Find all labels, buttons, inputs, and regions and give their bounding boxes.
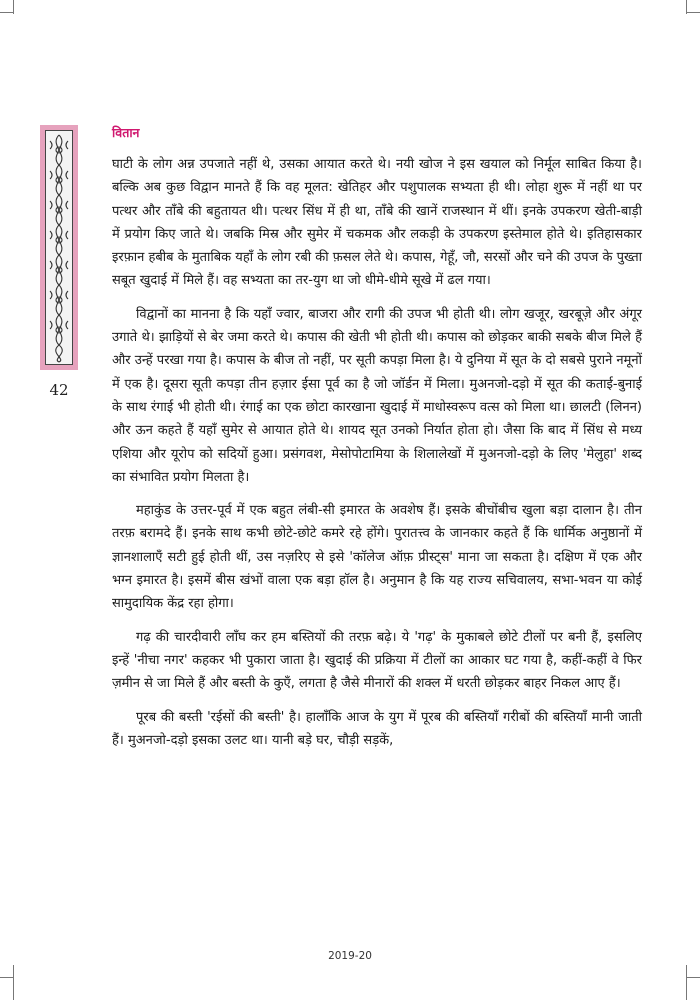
- footer-year: 2019-20: [328, 950, 372, 962]
- crop-mark: [686, 12, 700, 13]
- paragraph: महाकुंड के उत्तर-पूर्व में एक बहुत लंबी-सी इमारत के अवशेष हैं। इसके बीचोंबीच खुला बड़ा दालान है। तीन तरफ़ बरामदे हैं। इनके साथ कभी छोटे-छोटे कमरे रहे होंगे। पुरातत्त्व के जानकार कहते हैं कि धार्मिक अनुष्ठानों में ज्ञानशालाएँ सटी हुई होती थीं, उस नज़रिए से इसे 'कॉलेज ऑफ़ प्रीस्ट्स' माना जा सकता है। दक्षिण में एक और भग्न इमारत है। इसमें बीस खंभों वाला एक बड़ा हॉल है। अनुमान है कि यह राज्य सचिवालय, सभा-भवन या कोई सामुदायिक केंद्र रहा होगा।: [112, 503, 642, 612]
- crop-mark: [0, 977, 14, 978]
- crop-mark: [686, 965, 687, 1000]
- section-title: वितान: [112, 125, 140, 140]
- page-number: 42: [49, 381, 69, 399]
- margin-ornament-icon: [40, 125, 78, 370]
- paragraph: घाटी के लोग अन्न उपजाते नहीं थे, उसका आयात करते थे। नयी खोज ने इस खयाल को निर्मूल साबित किया है। बल्कि अब कुछ विद्वान मानते हैं कि वह मूलत: खेतिहर और पशुपालक सभ्यता ही थी। लोहा शुरू में नहीं था पर पत्थर और ताँबे की बहुतायत थी। पत्थर सिंध में ही था, ताँबे की खानें राजस्थान में थीं। इनके उपकरण खेती-बाड़ी में प्रयोग किए जाते थे। जबकि मिस्र और सुमेर में चकमक और लकड़ी के उपकरण इस्तेमाल होते थे। इतिहासकार इरफ़ान हबीब के मुताबिक यहाँ के लोग रबी की फ़सल लेते थे। कपास, गेहूँ, जौ, सरसों और चने की उपज के पुख्ता सबूत खुदाई में मिले हैं। वह सभ्यता का तर-युग था जो धीमे-धीमे सूखे में ढल गया।: [112, 157, 642, 289]
- crop-mark: [686, 0, 687, 14]
- crop-mark: [13, 965, 14, 1000]
- crop-mark: [13, 0, 14, 14]
- floral-pattern-icon: [46, 131, 72, 364]
- crop-mark: [0, 12, 14, 13]
- paragraph: गढ़ की चारदीवारी लाँघ कर हम बस्तियों की तरफ़ बढ़े। ये 'गढ़' के मुकाबले छोटे टीलों पर बनी हैं, इसलिए इन्हें 'नीचा नगर' कहकर भी पुकारा जाता है। खुदाई की प्रक्रिया में टीलों का आकार घट गया है, कहीं-कहीं वे फिर ज़मीन से जा मिले हैं और बस्ती के कुएँ, लगता है जैसे मीनारों की शक्ल में धरती छोड़कर बाहर निकल आए हैं।: [112, 629, 642, 692]
- paragraph: विद्वानों का मानना है कि यहाँ ज्वार, बाजरा और रागी की उपज भी होती थी। लोग खजूर, खरबूज़े और अंगूर उगाते थे। झाड़ियों से बेर जमा करते थे। कपास की खेती भी होती थी। कपास को छोड़कर बाकी सबके बीज मिले हैं और उन्हें परखा गया है। कपास के बीज तो नहीं, पर सूती कपड़ा मिला है। ये दुनिया में सूत के दो सबसे पुराने नमूनों में एक है। दूसरा सूती कपड़ा तीन हज़ार ईसा पूर्व का है जो जॉर्डन में मिला। मुअनजो-दड़ो में सूत की कताई-बुनाई के साथ रंगाई भी होती थी। रंगाई का एक छोटा कारखाना खुदाई में माधोस्वरूप वत्स को मिला था। छालटी (लिनन) और ऊन कहते हैं यहाँ सुमेर से आयात होते थे। शायद सूत उनको निर्यात होता हो। जैसा कि बाद में सिंध से मध्य एशिया और यूरोप को सदियों हुआ। प्रसंगवश, मेसोपोटामिया के शिलालेखों में मुअनजो-दड़ो के लिए 'मेलुहा' शब्द का संभावित प्रयोग मिलता है।: [112, 306, 642, 485]
- crop-mark: [686, 977, 700, 978]
- paragraph: पूरब की बस्ती 'रईसों की बस्ती' है। हालाँकि आज के युग में पूरब की बस्तियाँ गरीबों की बस्तियाँ मानी जाती हैं। मुअनजो-दड़ो इसका उलट था। यानी बड़े घर, चौड़ी सड़कें,: [112, 709, 642, 748]
- body-text: [112, 153, 642, 762]
